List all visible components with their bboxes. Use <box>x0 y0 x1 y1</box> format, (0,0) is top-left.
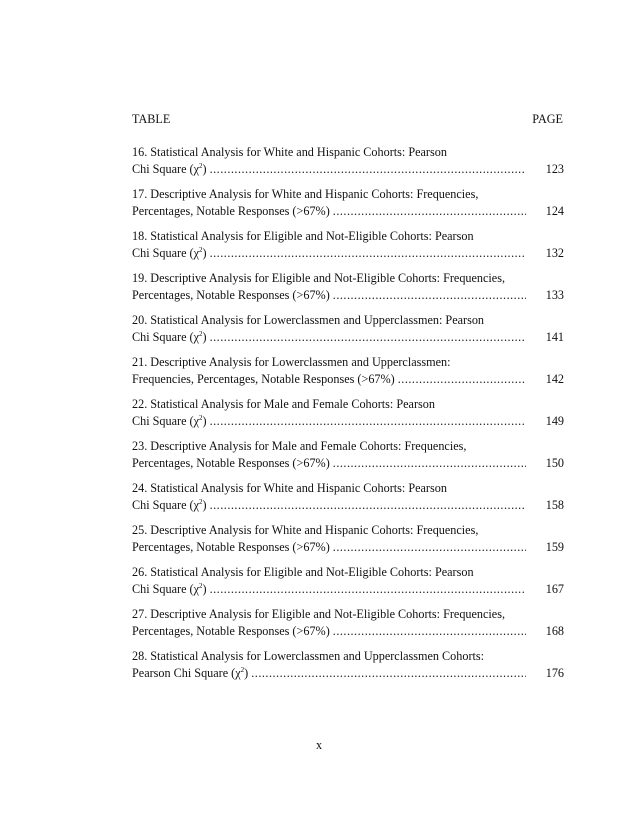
toc-entry[interactable] <box>132 396 564 430</box>
toc-entry-page-number: 159 <box>545 539 564 554</box>
toc-entry-title-line2: Percentages, Notable Responses (>67%) <box>132 455 330 470</box>
toc-entry-title-line2: Chi Square $(\chi^2)$ <box>132 413 207 428</box>
leader-dots <box>333 203 526 220</box>
toc-entry-title-line1: 23. Descriptive Analysis for Male and Female Cohorts: Frequencies, <box>132 439 467 453</box>
leader-dots <box>333 287 526 304</box>
toc-entry-title-line2: Percentages, Notable Responses (>67%) <box>132 287 330 302</box>
toc-entry-page-number: 132 <box>545 245 564 260</box>
toc-entry[interactable] <box>132 270 564 304</box>
toc-entry-title-line1: 21. Descriptive Analysis for Lowerclassmen and Upperclassmen: <box>132 355 451 369</box>
toc-entry[interactable] <box>132 228 564 262</box>
toc-entry-title-line1: 28. Statistical Analysis for Lowerclassmen and Upperclassmen Cohorts: <box>132 649 485 663</box>
toc-entry-title-line2: Pearson Chi Square $(\chi^2)$ <box>132 665 249 680</box>
toc-entry-title-line1: 17. Descriptive Analysis for White and Hispanic Cohorts: Frequencies, <box>132 187 479 201</box>
leader-dots <box>398 371 526 388</box>
toc-entry-title-line1: 27. Descriptive Analysis for Eligible and Not-Eligible Cohorts: Frequencies, <box>132 607 506 621</box>
toc-entry-page-number: 158 <box>545 497 564 512</box>
toc-entry-title-line1: 25. Descriptive Analysis for White and Hispanic Cohorts: Frequencies, <box>132 523 479 537</box>
page-column-header: PAGE <box>532 112 563 126</box>
leader-dots <box>333 455 526 472</box>
toc-entry[interactable] <box>132 564 564 598</box>
toc-entry-page-number: 123 <box>545 161 564 176</box>
toc-entry[interactable] <box>132 438 564 472</box>
leader-dots <box>333 539 526 556</box>
toc-entry-title-line1: 20. Statistical Analysis for Lowerclassmen and Upperclassmen: Pearson <box>132 313 485 327</box>
leader-dots <box>210 497 526 514</box>
toc-entry-page-number: 168 <box>545 623 564 638</box>
toc-entry-page-number: 149 <box>545 413 564 428</box>
toc-entry-page-number: 124 <box>545 203 564 218</box>
toc-entry-page-number: 150 <box>545 455 564 470</box>
toc-entry[interactable] <box>132 522 564 556</box>
toc-entry-title-line2: Chi Square $(\chi^2)$ <box>132 161 207 176</box>
toc-entry[interactable] <box>132 354 564 388</box>
toc-entry-title-line2: Percentages, Notable Responses (>67%) <box>132 623 330 638</box>
toc-entry-title-line2: Frequencies, Percentages, Notable Responses (>67%) <box>132 371 395 386</box>
toc-entry-title-line2: Chi Square $(\chi^2)$ <box>132 497 207 512</box>
toc-entry[interactable] <box>132 648 564 682</box>
toc-entry-title-line2: Percentages, Notable Responses (>67%) <box>132 539 330 554</box>
toc-entry[interactable] <box>132 480 564 514</box>
leader-dots <box>333 623 526 640</box>
toc-entry-page-number: 142 <box>545 371 564 386</box>
toc-entry-title-line1: 19. Descriptive Analysis for Eligible and Not-Eligible Cohorts: Frequencies, <box>132 271 506 285</box>
leader-dots <box>251 665 526 682</box>
leader-dots <box>210 161 526 178</box>
toc-entry-page-number: 176 <box>545 665 564 680</box>
toc-entry-title-line1: 24. Statistical Analysis for White and Hispanic Cohorts: Pearson <box>132 481 447 495</box>
toc-entry-page-number: 141 <box>545 329 564 344</box>
toc-entry-title-line2: Percentages, Notable Responses (>67%) <box>132 203 330 218</box>
leader-dots <box>210 413 526 430</box>
toc-entry-title-line1: 26. Statistical Analysis for Eligible and Not-Eligible Cohorts: Pearson <box>132 565 474 579</box>
toc-entry-title-line1: 22. Statistical Analysis for Male and Female Cohorts: Pearson <box>132 397 435 411</box>
page-number: x <box>315 738 323 752</box>
toc-entry-page-number: 167 <box>545 581 564 596</box>
leader-dots <box>210 581 526 598</box>
leader-dots <box>210 329 526 346</box>
toc-entry-title-line2: Chi Square $(\chi^2)$ <box>132 329 207 344</box>
leader-dots <box>210 245 526 262</box>
column-header-row <box>132 112 563 128</box>
toc-entry-title-line1: 16. Statistical Analysis for White and Hispanic Cohorts: Pearson <box>132 145 447 159</box>
toc-entry[interactable] <box>132 186 564 220</box>
toc-entry[interactable] <box>132 144 564 178</box>
toc-entry[interactable] <box>132 606 564 640</box>
table-column-header: TABLE <box>132 112 171 126</box>
toc-entry-title-line2: Chi Square $(\chi^2)$ <box>132 245 207 260</box>
toc-entry-page-number: 133 <box>545 287 564 302</box>
toc-entry-title-line1: 18. Statistical Analysis for Eligible and Not-Eligible Cohorts: Pearson <box>132 229 474 243</box>
toc-entry[interactable] <box>132 312 564 346</box>
toc-entry-title-line2: Chi Square $(\chi^2)$ <box>132 581 207 596</box>
